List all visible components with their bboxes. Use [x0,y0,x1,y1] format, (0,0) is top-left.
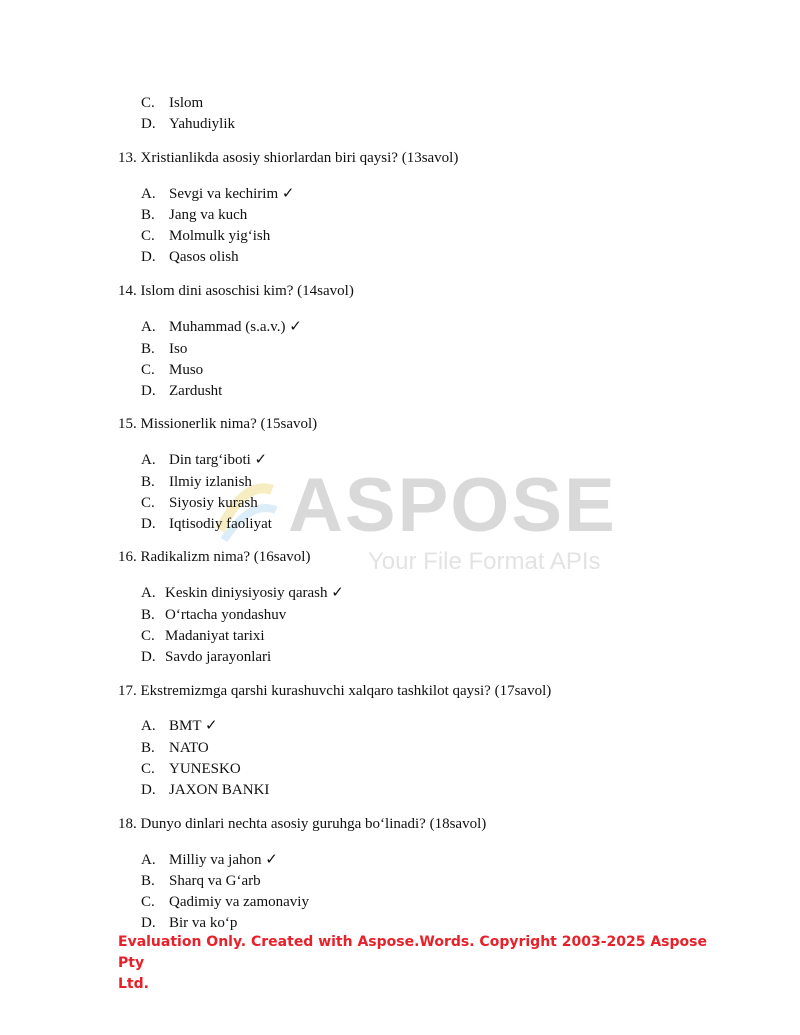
option-text: NATO [169,740,209,756]
option-item [141,647,271,667]
option-letter: D. [141,383,156,399]
option-letter: C. [141,628,155,644]
option-item [141,114,235,134]
option-letter: D. [141,915,156,931]
option-letter: B. [141,207,155,223]
option-letter: A. [141,585,156,601]
question-16: 16. Radikalizm nima? (16savol) [118,549,311,565]
option-letter: B. [141,873,155,889]
option-item [141,472,252,492]
option-letter: B. [141,607,155,623]
option-item [141,738,209,758]
option-item [141,871,261,891]
option-item [141,626,265,646]
option-item [141,913,237,933]
option-letter: B. [141,740,155,756]
option-letter: A. [141,852,156,868]
option-item [141,205,247,225]
option-text: Din targ‘iboti ✓ [169,452,268,468]
option-text: YUNESKO [169,761,241,777]
option-letter: D. [141,249,156,265]
option-letter: C. [141,362,155,378]
option-letter: A. [141,718,156,734]
option-text: O‘rtacha yondashuv [165,607,287,623]
option-text: Iso [169,341,188,357]
option-text: JAXON BANKI [169,782,270,798]
option-text: Islom [169,95,204,111]
option-item [141,493,258,513]
question-14: 14. Islom dini asoschisi kim? (14savol) [118,283,354,299]
option-item [141,850,278,870]
option-item [141,226,270,246]
evaluation-notice-line-1: Evaluation Only. Created with Aspose.Words. Copyright 2003-2025 Aspose Pty [118,934,707,971]
question-18: 18. Dunyo dinlari nechta asosiy guruhga bo‘linadi? (18savol) [118,816,487,832]
option-text: Jang va kuch [169,207,248,223]
watermark-subtitle: Your File Format APIs [368,548,601,575]
option-text: Milliy va jahon ✓ [169,852,278,868]
option-text: Savdo jarayonlari [165,649,272,665]
option-text: Iqtisodiy faoliyat [169,516,272,532]
option-item [141,892,309,912]
option-letter: B. [141,341,155,357]
option-text: Muso [169,362,204,378]
question-13: 13. Xristianlikda asosiy shiorlardan biri qaysi? (13savol) [118,150,459,166]
option-item [141,450,267,470]
question-17: 17. Ekstremizmga qarshi kurashuvchi xalqaro tashkilot qaysi? (17savol) [118,683,552,699]
option-letter: C. [141,228,155,244]
evaluation-notice [118,932,718,995]
option-letter: B. [141,474,155,490]
option-item [141,583,344,603]
aspose-watermark [288,464,628,584]
option-text: Siyosiy kurash [169,495,258,511]
option-item [141,247,239,267]
option-text: BMT ✓ [169,718,218,734]
option-text: Muhammad (s.a.v.) ✓ [169,319,302,335]
option-text: Sevgi va kechirim ✓ [169,186,295,202]
option-text: Keskin diniysiyosiy qarash ✓ [165,585,344,601]
question-15: 15. Missionerlik nima? (15savol) [118,416,318,432]
option-letter: C. [141,495,155,511]
option-text: Qasos olish [169,249,239,265]
option-text: Molmulk yig‘ish [169,228,271,244]
option-letter: D. [141,782,156,798]
option-text: Sharq va G‘arb [169,873,261,889]
option-item [141,339,187,359]
option-item [141,716,218,736]
option-item [141,360,203,380]
option-item [141,605,286,625]
option-letter: D. [141,649,156,665]
watermark-title: ASPOSE [288,463,617,548]
option-letter: A. [141,319,156,335]
option-letter: D. [141,116,156,132]
option-letter: A. [141,186,156,202]
option-letter: C. [141,761,155,777]
option-text: Madaniyat tarixi [165,628,265,644]
option-item [141,780,269,800]
option-text: Ilmiy izlanish [169,474,252,490]
option-item [141,184,294,204]
option-item [141,317,302,337]
option-letter: D. [141,516,156,532]
option-letter: C. [141,894,155,910]
option-item [141,93,203,113]
option-item [141,381,222,401]
evaluation-notice-line-2: Ltd. [118,976,149,992]
option-text: Zardusht [169,383,223,399]
option-letter: A. [141,452,156,468]
option-text: Qadimiy va zamonaviy [169,894,309,910]
option-letter: C. [141,95,155,111]
option-text: Bir va ko‘p [169,915,238,931]
option-item [141,514,272,534]
option-item [141,759,241,779]
option-text: Yahudiylik [169,116,235,132]
